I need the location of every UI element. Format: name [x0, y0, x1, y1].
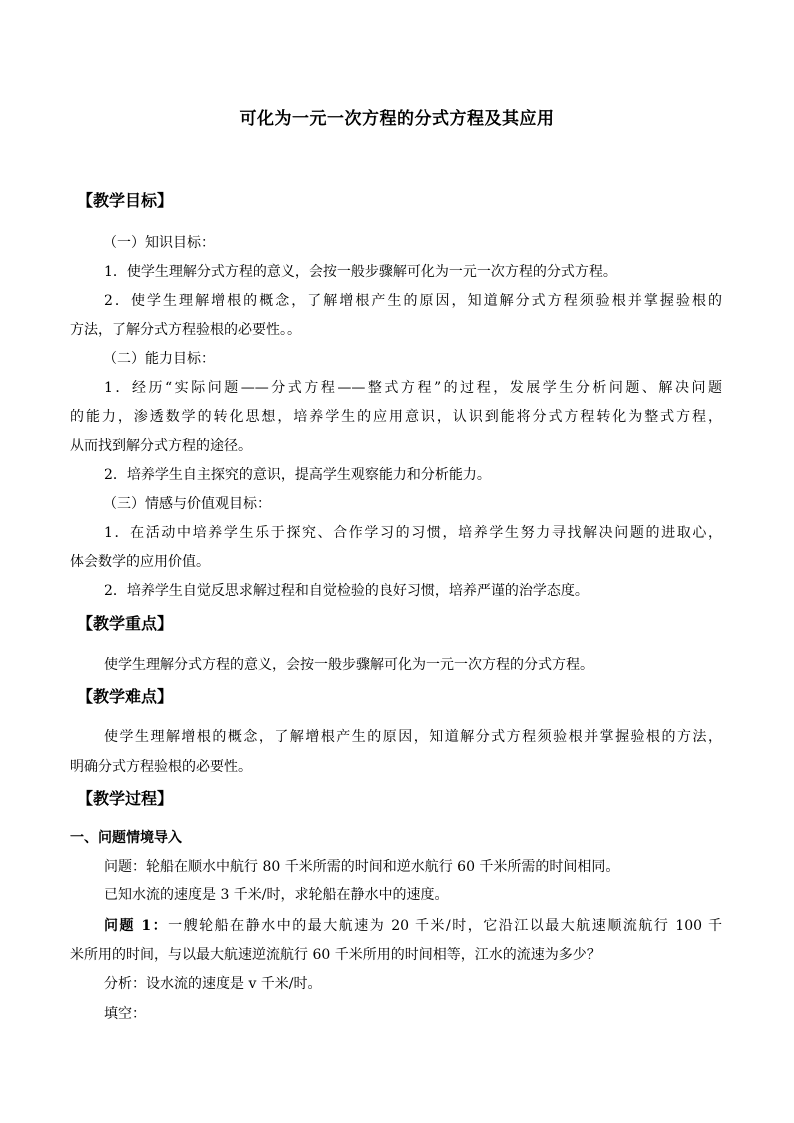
difficulties-heading: 【教学难点】 — [77, 687, 174, 706]
fill-in-label: 填空： — [104, 1006, 146, 1022]
question-1-text: 一艘轮船在静水中的最大航速为 20 千米/时，它沿江以最大航速顺流航行 100 千 — [168, 918, 722, 934]
ability-item-1-line-1: 1．经历“实际问题——分式方程——整式方程”的过程，发展学生分析问题、解决问题 — [104, 380, 722, 396]
knowledge-item-2-line-1: 2．使学生理解增根的概念，了解增根产生的原因，知道解分式方程须验根并掌握验根的 — [104, 293, 722, 309]
ability-objectives-label: （二）能力目标： — [103, 351, 215, 367]
emotion-item-1-line-2: 体会数学的应用价值。 — [70, 554, 210, 570]
document-title: 可化为一元一次方程的分式方程及其应用 — [239, 109, 555, 129]
analysis-line: 分析：设水流的速度是 v 千米/时。 — [104, 976, 322, 992]
question-1-label: 问题 1： — [104, 918, 169, 934]
key-points-heading: 【教学重点】 — [77, 614, 174, 633]
knowledge-item-1: 1．使学生理解分式方程的意义，会按一般步骤解可化为一元一次方程的分式方程。 — [104, 264, 617, 280]
emotion-item-2: 2．培养学生自觉反思求解过程和自觉检验的良好习惯，培养严谨的治学态度。 — [104, 583, 589, 599]
knowledge-item-2-line-2: 方法，了解分式方程验根的必要性。。 — [70, 322, 301, 338]
objectives-heading: 【教学目标】 — [77, 191, 174, 210]
difficulties-line-1: 使学生理解增根的概念，了解增根产生的原因，知道解分式方程须验根并掌握验根的方法， — [104, 729, 722, 745]
section-1-title: 一、问题情境导入 — [70, 830, 182, 846]
ability-item-2: 2．培养学生自主探究的意识，提高学生观察能力和分析能力。 — [104, 467, 491, 483]
ability-item-1-line-3: 从而找到解分式方程的途径。 — [70, 438, 252, 454]
question-1-line-2: 米所用的时间，与以最大航速逆流航行 60 千米所用的时间相等，江水的流速为多少？ — [70, 947, 601, 963]
question-1-line-1 — [104, 916, 722, 936]
key-points-text: 使学生理解分式方程的意义，会按一般步骤解可化为一元一次方程的分式方程。 — [104, 657, 594, 673]
emotion-objectives-label: （三）情感与价值观目标： — [103, 496, 271, 512]
knowledge-objectives-label: （一）知识目标： — [103, 235, 215, 251]
problem-line-2: 已知水流的速度是 3 千米/时，求轮船在静水中的速度。 — [104, 887, 449, 903]
ability-item-1-line-2: 的能力，渗透数学的转化思想，培养学生的应用意识，认识到能将分式方程转化为整式方程， — [70, 409, 722, 425]
emotion-item-1-line-1: 1．在活动中培养学生乐于探究、合作学习的习惯，培养学生努力寻找解决问题的进取心， — [104, 525, 722, 541]
difficulties-line-2: 明确分式方程验根的必要性。 — [70, 759, 252, 775]
problem-line-1: 问题：轮船在顺水中航行 80 千米所需的时间和逆水航行 60 千米所需的时间相同。 — [104, 859, 620, 875]
process-heading: 【教学过程】 — [77, 789, 174, 808]
